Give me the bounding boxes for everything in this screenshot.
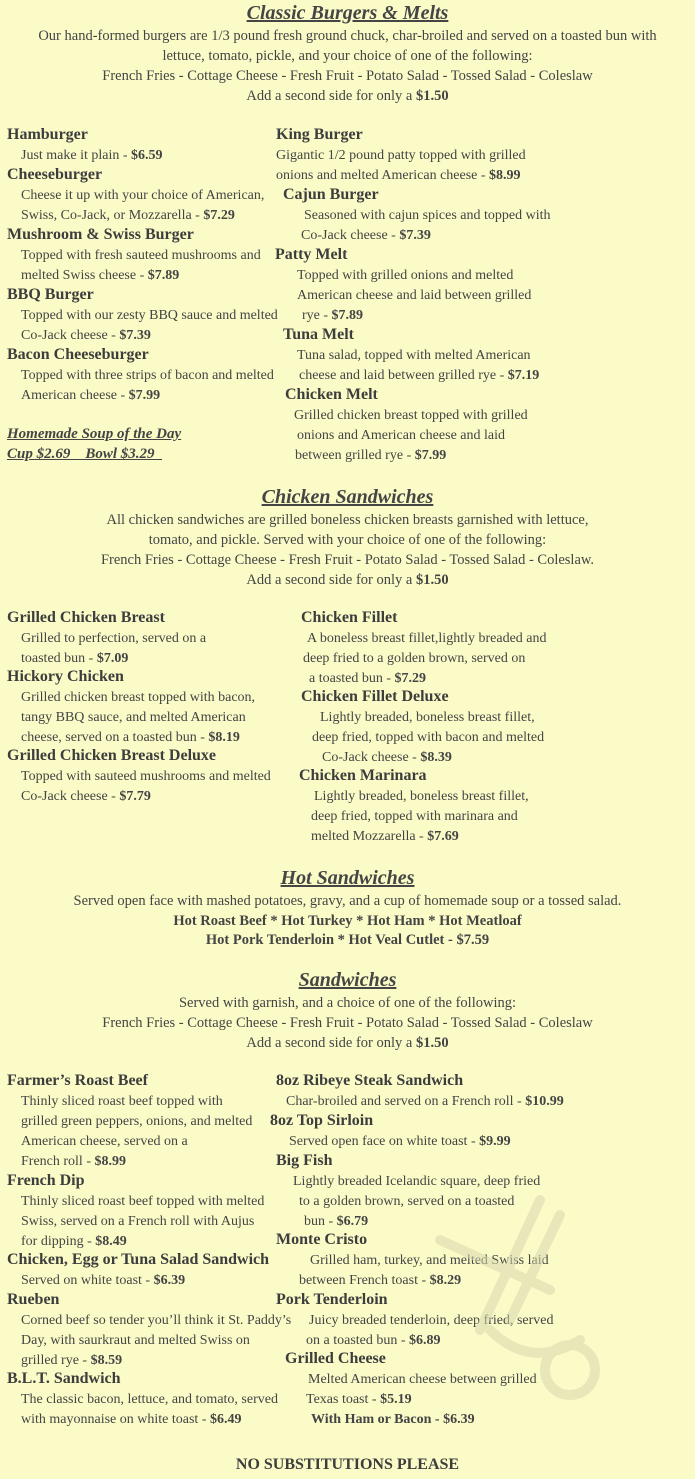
item-description: Topped with sauteed mushrooms and melted Co-Jack cheese - $7.79 <box>21 769 271 804</box>
item-name: Chicken Fillet <box>301 609 398 626</box>
item-price: $7.19 <box>507 368 540 383</box>
item-extra-option: With Ham or Bacon - $6.39 <box>311 1412 475 1427</box>
item-name: 8oz Ribeye Steak Sandwich <box>276 1072 464 1089</box>
item-name: BBQ Burger <box>7 286 94 303</box>
item-description: Grilled chicken breast topped with grilled onions and American cheese and laid between grilled rye - $7.99 <box>294 408 528 463</box>
item-name: Pork Tenderloin <box>276 1291 388 1308</box>
item-description: Topped with three strips of bacon and melted American cheese - $7.99 <box>21 368 274 403</box>
burgers-intro-2: lettuce, tomato, pickle, and your choice of one of the following: <box>162 48 533 64</box>
item-name: Chicken Fillet Deluxe <box>301 688 449 705</box>
item-price: $7.69 <box>427 829 459 844</box>
item-description: Lightly breaded, boneless breast fillet, deep fried, topped with bacon and melted Co-Jack cheese - $8.39 <box>312 710 545 765</box>
item-name: Chicken Marinara <box>299 767 427 784</box>
chicken-extra-side: Add a second side for only a $1.50 <box>246 572 449 588</box>
item-name: Grilled Cheese <box>285 1350 386 1367</box>
sandwiches-sides-list: French Fries - Cottage Cheese - Fresh Fruit - Potato Salad - Tossed Salad - Coleslaw <box>102 1015 593 1031</box>
item-name: Mushroom & Swiss Burger <box>7 226 194 243</box>
burgers-extra-side: Add a second side for only a $1.50 <box>246 88 449 104</box>
item-name: Tuna Melt <box>283 326 354 343</box>
item-price: $7.39 <box>399 228 431 243</box>
sandwiches-extra-side: Add a second side for only a $1.50 <box>246 1035 449 1051</box>
item-price: $7.29 <box>203 208 235 223</box>
no-substitutions-note: NO SUBSTITUTIONS PLEASE <box>235 1456 460 1473</box>
item-description: Lightly breaded, boneless breast fillet, deep fried, topped with marinara and melted Mozzarella - $7.69 <box>311 789 529 844</box>
item-description: Seasoned with cajun spices and topped with Co-Jack cheese - $7.39 <box>301 208 551 243</box>
item-price: $7.79 <box>119 789 151 804</box>
item-description: Grilled ham, turkey, and melted Swiss laid between French toast - $8.29 <box>299 1253 549 1288</box>
section-title-chicken: Chicken Sandwiches <box>261 486 434 508</box>
chicken-intro-1: All chicken sandwiches are grilled boneless chicken breasts garnished with lettuce, <box>106 512 589 528</box>
item-price: $5.19 <box>380 1392 412 1407</box>
watermark-logo <box>420 1180 650 1410</box>
item-description: Melted American cheese between grilled Texas toast - $5.19 With Ham or Bacon - $6.39 <box>285 1370 537 1430</box>
burgers-sides-list: French Fries - Cottage Cheese - Fresh Fruit - Potato Salad - Tossed Salad - Coleslaw <box>102 68 593 84</box>
item-description: Topped with our zesty BBQ sauce and melted Co-Jack cheese - $7.39 <box>21 308 278 343</box>
item-description: Just make it plain - $6.59 <box>21 148 163 163</box>
item-name: King Burger <box>276 126 363 143</box>
item-price: $7.99 <box>414 448 447 463</box>
item-price: $7.39 <box>119 328 151 343</box>
item-price: $7.09 <box>96 651 129 666</box>
item-description: Served on white toast - $6.39 <box>21 1273 186 1288</box>
item-name: Grilled Chicken Breast <box>7 609 165 626</box>
item-name: Cheeseburger <box>7 166 103 183</box>
item-price: $8.39 <box>420 750 452 765</box>
item-name: Rueben <box>7 1291 60 1308</box>
item-description: Tuna salad, topped with melted American cheese and laid between grilled rye - $7.19 <box>297 348 540 383</box>
item-name: Chicken Melt <box>285 386 378 403</box>
item-price: $7.29 <box>394 671 427 686</box>
item-description: Lightly breaded Icelandic square, deep fried to a golden brown, served on a toasted bun - $6.79 <box>293 1174 541 1229</box>
item-price: $8.19 <box>208 730 240 745</box>
chicken-intro-2: tomato, and pickle. Served with your choice of one of the following: <box>148 532 547 548</box>
item-price: $8.49 <box>95 1234 127 1249</box>
item-description: Topped with grilled onions and melted American cheese and laid between grilled rye - $7.89 <box>297 268 532 323</box>
soup-prices: Cup $2.69 Bowl $3.29 <box>7 446 163 462</box>
item-name: Chicken, Egg or Tuna Salad Sandwich <box>7 1251 270 1268</box>
item-price: $10.99 <box>525 1094 564 1109</box>
item-price: $7.99 <box>128 388 161 403</box>
item-description: A boneless breast fillet,lightly breaded and deep fried to a golden brown, served on a toasted bun - $7.29 <box>303 631 547 686</box>
item-name: B.L.T. Sandwich <box>7 1370 121 1387</box>
item-price: $8.29 <box>429 1273 462 1288</box>
item-description: Char-broiled and served on a French roll - $10.99 <box>286 1094 564 1109</box>
item-price: $6.49 <box>209 1412 242 1427</box>
burgers-intro-1: Our hand-formed burgers are 1/3 pound fresh ground chuck, char-broiled and served on a toasted bun with <box>38 28 657 44</box>
item-price: $7.89 <box>331 308 364 323</box>
item-price: $6.79 <box>336 1214 369 1229</box>
item-description: Gigantic 1/2 pound patty topped with grilled onions and melted American cheese - $8.99 <box>276 148 526 183</box>
item-name: Hickory Chicken <box>7 668 124 685</box>
chicken-sides-list: French Fries - Cottage Cheese - Fresh Fruit - Potato Salad - Tossed Salad - Coleslaw. <box>100 552 595 568</box>
item-price: $9.99 <box>479 1134 511 1149</box>
soup-of-day-title: Homemade Soup of the Day <box>7 426 182 442</box>
item-description: Grilled chicken breast topped with bacon, tangy BBQ sauce, and melted American cheese, served on a toasted bun - $8.19 <box>21 690 256 745</box>
item-description: Juicy breaded tenderloin, deep fried, served on a toasted bun - $6.89 <box>306 1313 554 1348</box>
item-description: Served open face on white toast - $9.99 <box>289 1134 511 1149</box>
item-description: Topped with fresh sauteed mushrooms and melted Swiss cheese - $7.89 <box>21 248 261 283</box>
item-description: Cheese it up with your choice of American, Swiss, Co-Jack, or Mozzarella - $7.29 <box>21 188 265 223</box>
item-description: Thinly sliced roast beef topped with grilled green peppers, onions, and melted American cheese, served on a French roll - $8.99 <box>21 1094 253 1169</box>
item-name: Big Fish <box>276 1152 333 1169</box>
hot-intro: Served open face with mashed potatoes, gravy, and a cup of homemade soup or a tossed salad. <box>73 893 622 909</box>
item-price: $6.39 <box>153 1273 186 1288</box>
sandwiches-intro-1: Served with garnish, and a choice of one of the following: <box>178 995 517 1011</box>
item-name: Bacon Cheeseburger <box>7 346 149 363</box>
item-price: $8.59 <box>90 1353 123 1368</box>
item-name: French Dip <box>7 1172 85 1189</box>
item-price: $6.89 <box>409 1333 441 1348</box>
item-name: Cajun Burger <box>283 186 379 203</box>
item-description: The classic bacon, lettuce, and tomato, served with mayonnaise on white toast - $6.49 <box>21 1392 278 1427</box>
item-description: Corned beef so tender you’ll think it St. Paddy’s Day, with saurkraut and melted Swiss on grilled rye - $8.59 <box>21 1313 292 1368</box>
item-price: $6.59 <box>131 148 163 163</box>
item-name: Patty Melt <box>275 246 348 263</box>
hot-items-line-1: Hot Roast Beef * Hot Turkey * Hot Ham * Hot Meatloaf <box>173 913 522 929</box>
item-name: Farmer’s Roast Beef <box>7 1072 148 1089</box>
item-description: Thinly sliced roast beef topped with melted Swiss, served on a French roll with Aujus for dipping - $8.49 <box>21 1194 265 1249</box>
item-name: Monte Cristo <box>276 1231 368 1248</box>
section-title-burgers: Classic Burgers & Melts <box>246 2 449 24</box>
item-name: 8oz Top Sirloin <box>270 1112 374 1129</box>
section-title-sandwiches: Sandwiches <box>298 969 397 991</box>
item-price: $7.89 <box>147 268 180 283</box>
item-description: Grilled to perfection, served on a toasted bun - $7.09 <box>21 631 207 666</box>
item-name: Grilled Chicken Breast Deluxe <box>7 747 217 764</box>
section-title-hot: Hot Sandwiches <box>280 867 415 889</box>
hot-items-line-2: Hot Pork Tenderloin * Hot Veal Cutlet - $7.59 <box>205 932 490 948</box>
item-name: Hamburger <box>7 126 88 143</box>
item-price: $8.99 <box>489 168 521 183</box>
item-price: $8.99 <box>94 1154 126 1169</box>
